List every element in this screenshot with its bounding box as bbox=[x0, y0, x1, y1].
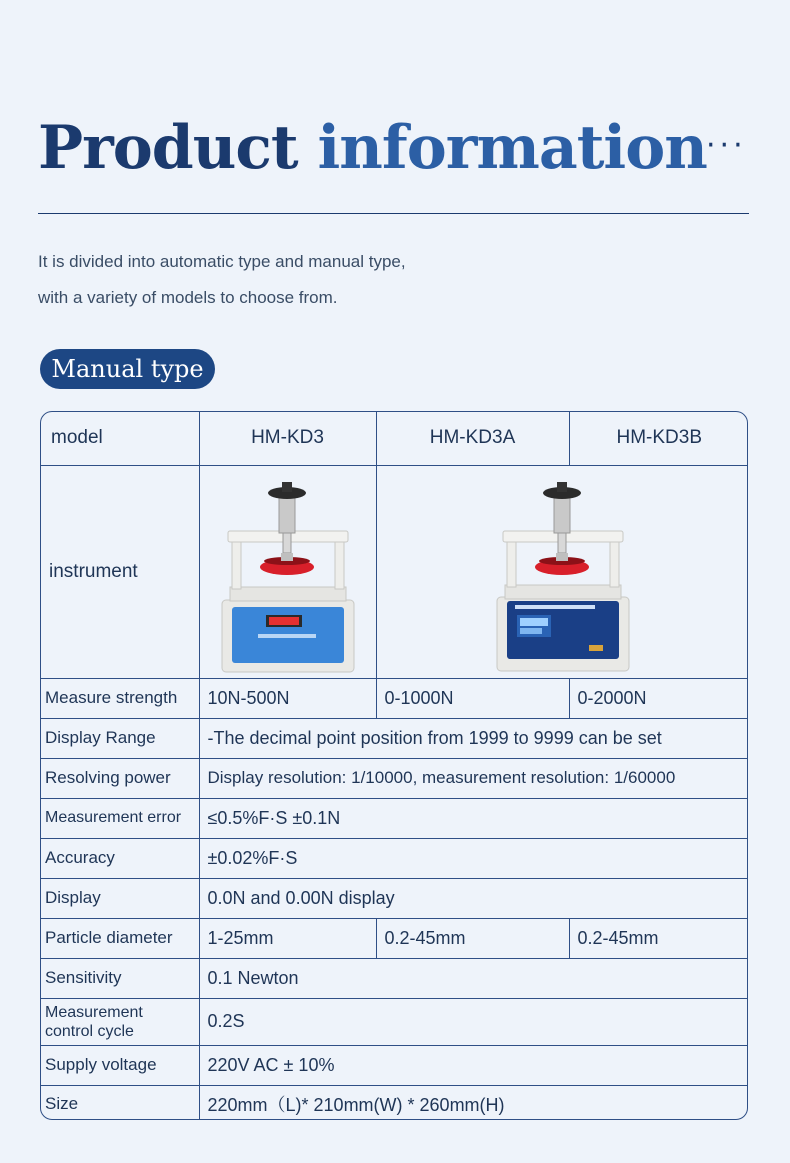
table-row-accuracy bbox=[41, 838, 748, 878]
particle-diameter-hm-kd3b: 0.2-45mm bbox=[569, 918, 748, 958]
sensitivity-value: 0.1 Newton bbox=[199, 958, 748, 998]
measurement-error-label: Measurement error bbox=[41, 798, 199, 838]
hm-kd3a-instrument-image bbox=[493, 475, 633, 675]
model-hm-kd3a: HM-KD3A bbox=[376, 412, 569, 465]
model-hm-kd3: HM-KD3 bbox=[199, 412, 376, 465]
table-row-resolving-power bbox=[41, 758, 748, 798]
intro-line-1: It is divided into automatic type and manual type, bbox=[38, 252, 406, 271]
instrument-label: instrument bbox=[41, 465, 199, 678]
more-dots-icon: ··· bbox=[706, 128, 747, 163]
measure-strength-hm-kd3: 10N-500N bbox=[199, 678, 376, 718]
display-range-label: Display Range bbox=[41, 718, 199, 758]
page-title bbox=[38, 108, 707, 188]
particle-diameter-hm-kd3a: 0.2-45mm bbox=[376, 918, 569, 958]
table-row-measure-strength bbox=[41, 678, 748, 718]
supply-voltage-value: 220V AC ± 10% bbox=[199, 1045, 748, 1085]
measure-strength-label: Measure strength bbox=[41, 678, 199, 718]
instrument-image-hm-kd3a bbox=[376, 465, 748, 678]
model-label: model bbox=[41, 412, 199, 465]
control-cycle-value: 0.2S bbox=[199, 998, 748, 1045]
table-row-sensitivity bbox=[41, 958, 748, 998]
table-row-particle-diameter bbox=[41, 918, 748, 958]
control-cycle-label: Measurement control cycle bbox=[41, 998, 199, 1045]
display-value: 0.0N and 0.00N display bbox=[199, 878, 748, 918]
hm-kd3-instrument-image bbox=[218, 475, 358, 675]
manual-type-badge: Manual type bbox=[40, 349, 215, 389]
size-value: 220mm（L)* 210mm(W) * 260mm(H) bbox=[207, 1095, 505, 1116]
table-row-measurement-error bbox=[41, 798, 748, 838]
model-hm-kd3b: HM-KD3B bbox=[569, 412, 748, 465]
table-row-display bbox=[41, 878, 748, 918]
title-word-product: Product bbox=[38, 113, 298, 183]
table-row-supply-voltage bbox=[41, 1045, 748, 1085]
table-row-control-cycle bbox=[41, 998, 748, 1045]
table-row-size bbox=[41, 1085, 748, 1120]
sensitivity-label: Sensitivity bbox=[41, 958, 199, 998]
instrument-image-hm-kd3 bbox=[199, 465, 376, 678]
title-divider bbox=[38, 213, 749, 214]
supply-voltage-label: Supply voltage bbox=[41, 1045, 199, 1085]
spec-table bbox=[40, 411, 748, 1120]
title-word-information: information bbox=[317, 113, 707, 183]
accuracy-label: Accuracy bbox=[41, 838, 199, 878]
measure-strength-hm-kd3a: 0-1000N bbox=[376, 678, 569, 718]
measurement-error-value: ≤0.5%F·S ±0.1N bbox=[199, 798, 748, 838]
particle-diameter-hm-kd3: 1-25mm bbox=[199, 918, 376, 958]
particle-diameter-label: Particle diameter bbox=[41, 918, 199, 958]
accuracy-value: ±0.02%F·S bbox=[199, 838, 748, 878]
resolving-power-value: Display resolution: 1/10000, measurement resolution: 1/60000 bbox=[199, 758, 748, 798]
resolving-power-label: Resolving power bbox=[41, 758, 199, 798]
intro-text bbox=[38, 244, 406, 316]
display-label: Display bbox=[41, 878, 199, 918]
table-row-instrument bbox=[41, 465, 748, 678]
measure-strength-hm-kd3b: 0-2000N bbox=[569, 678, 748, 718]
size-label: Size bbox=[41, 1085, 199, 1120]
intro-line-2: with a variety of models to choose from. bbox=[38, 288, 338, 307]
table-row-display-range bbox=[41, 718, 748, 758]
table-row-model bbox=[41, 412, 748, 465]
display-range-value: -The decimal point position from 1999 to 9999 can be set bbox=[199, 718, 748, 758]
